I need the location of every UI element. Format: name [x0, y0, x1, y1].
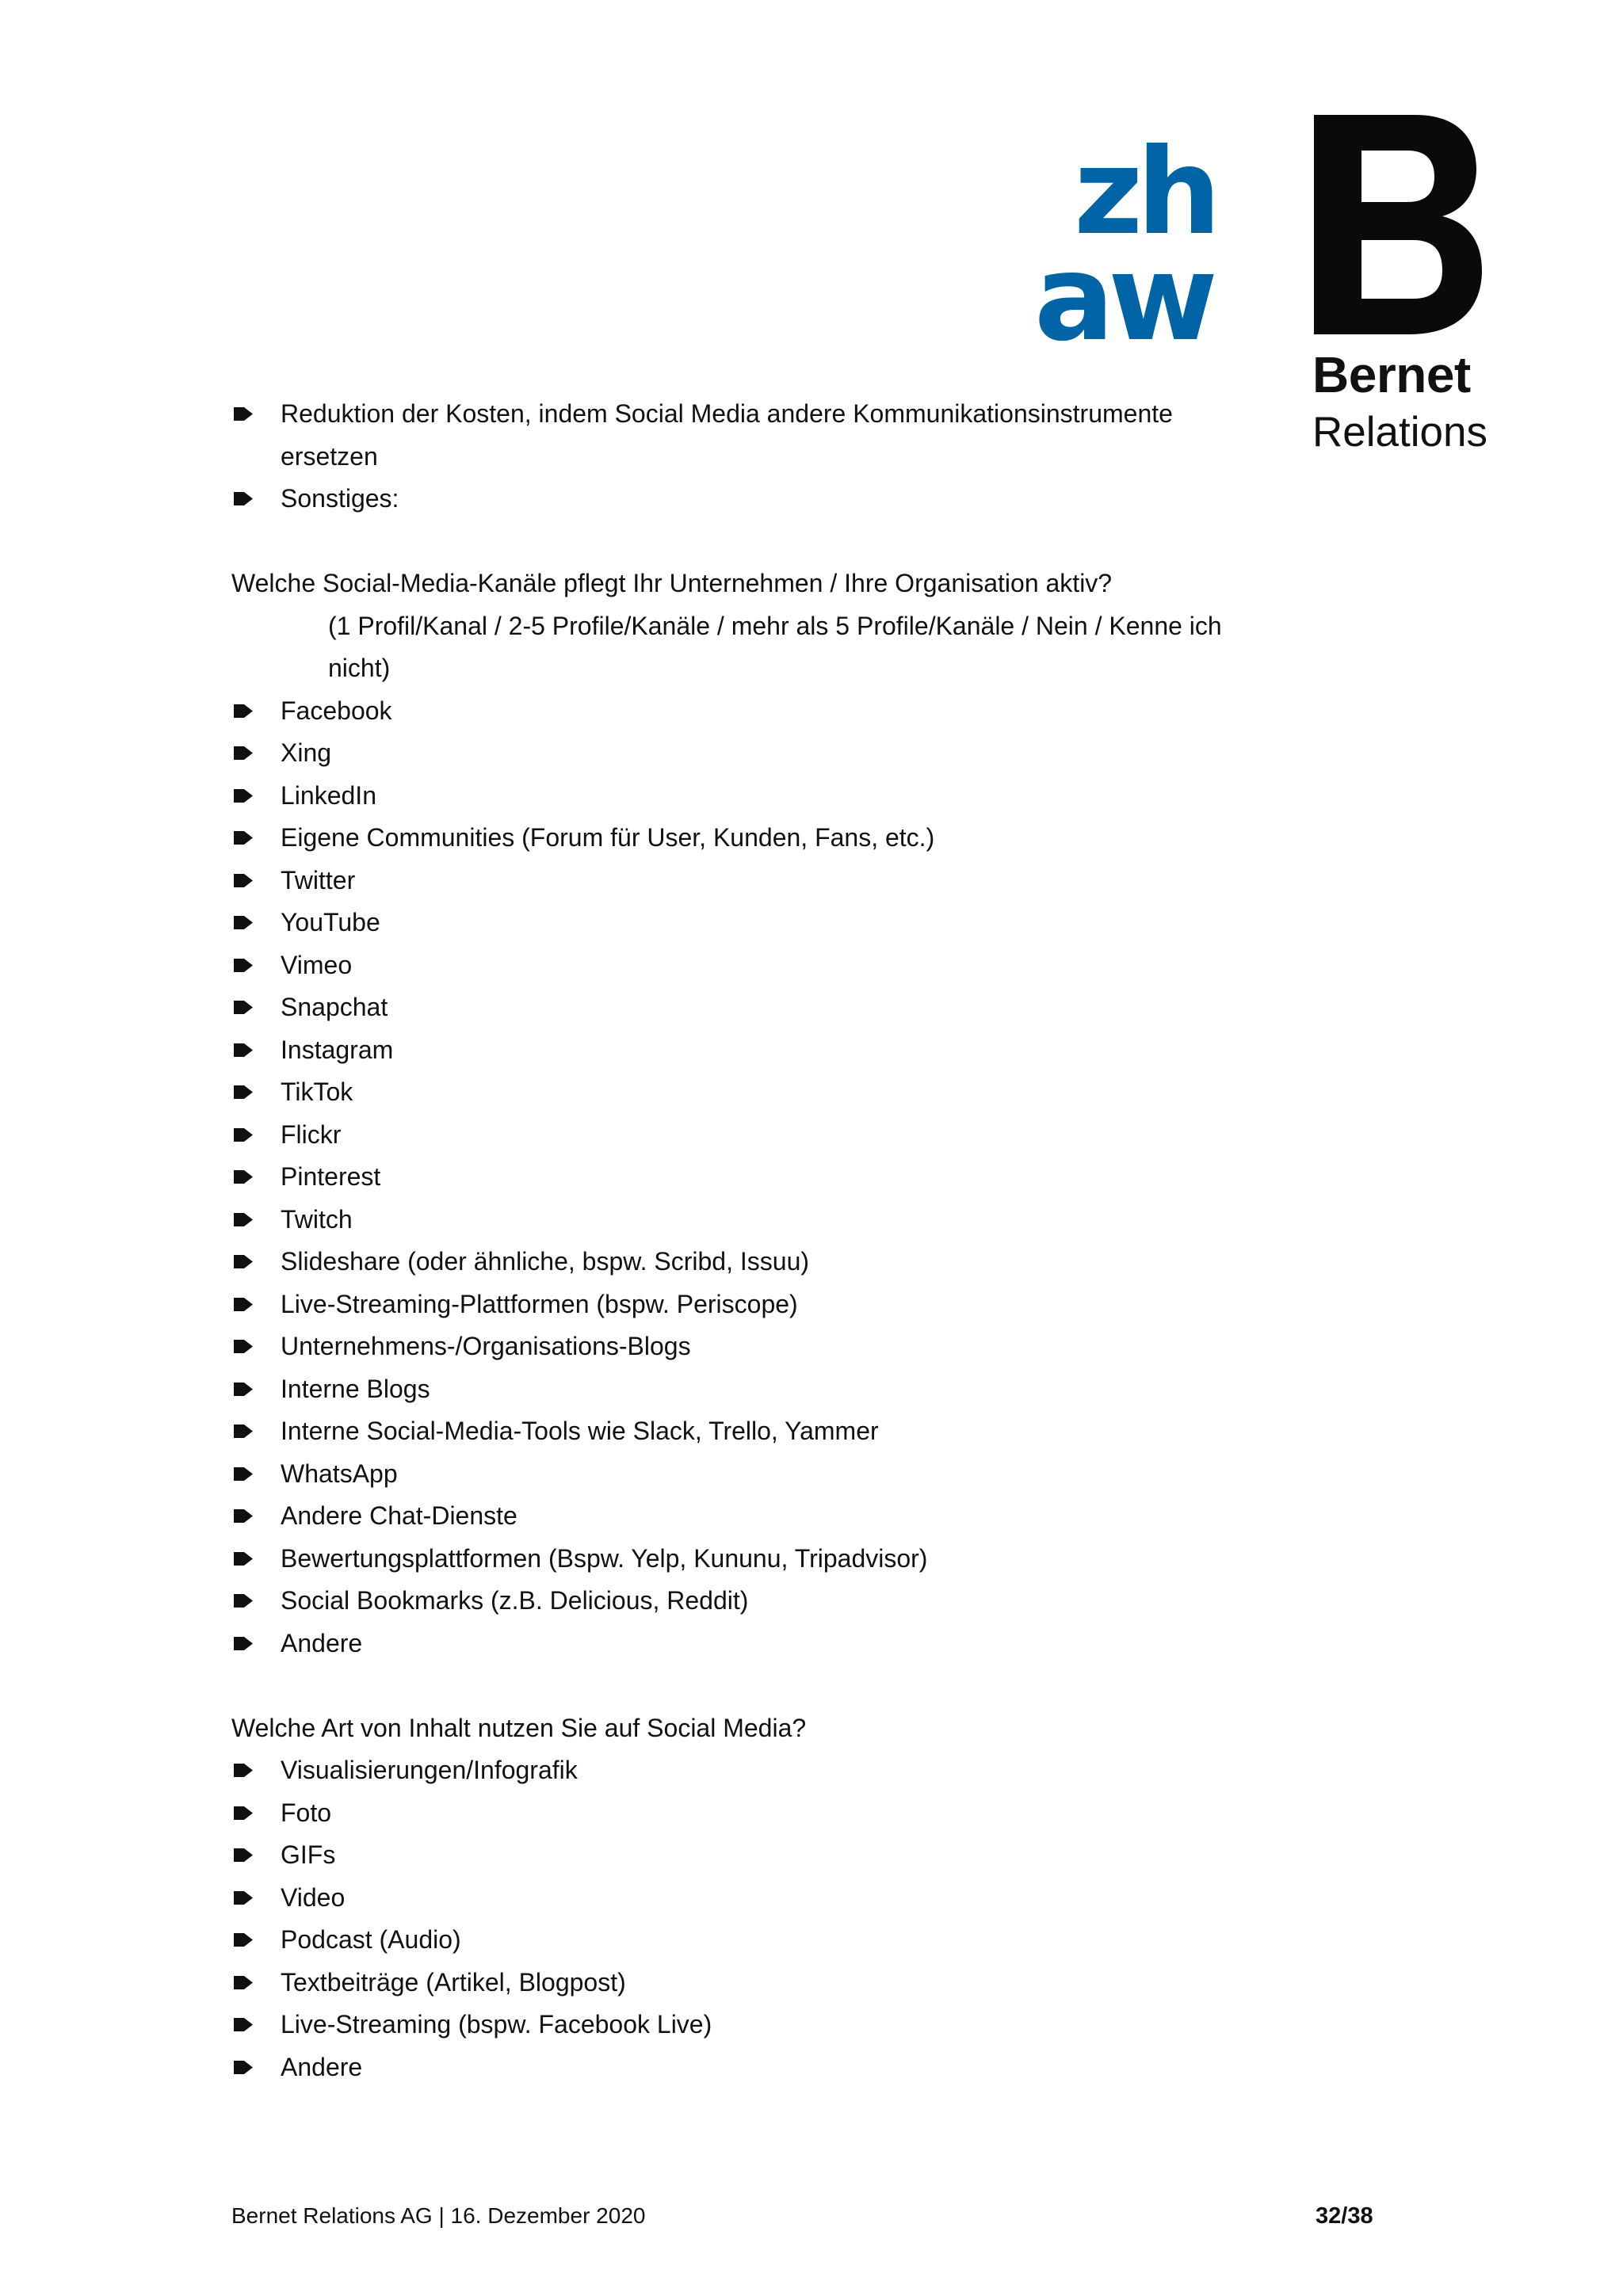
arrow-bullet-icon: [234, 1467, 253, 1481]
content-type-list: [231, 1749, 1246, 2088]
arrow-bullet-icon: [234, 916, 253, 929]
arrow-bullet-icon: [234, 1170, 253, 1184]
list-item-text: Snapchat: [281, 993, 388, 1021]
list-item-text: WhatsApp: [281, 1459, 398, 1488]
list-item-text: Interne Blogs: [281, 1374, 430, 1403]
list-item: [231, 478, 1246, 521]
arrow-bullet-icon: [234, 1848, 253, 1862]
list-item-text: GIFs: [281, 1840, 336, 1869]
arrow-bullet-icon: [234, 1509, 253, 1523]
list-item-text: Vimeo: [281, 950, 353, 979]
arrow-bullet-icon: [234, 492, 253, 505]
arrow-bullet-icon: [234, 831, 253, 845]
list-item: [231, 1283, 1246, 1326]
list-item-text: Twitch: [281, 1204, 353, 1234]
list-item-text: Video: [281, 1882, 346, 1912]
list-item-text: Facebook: [281, 696, 392, 725]
question-channels: Welche Social-Media-Kanäle pflegt Ihr Unternehmen / Ihre Organisation aktiv?: [231, 569, 1113, 597]
list-item-text: Bewertungsplattformen (Bspw. Yelp, Kununu, Tripadvisor): [281, 1543, 928, 1573]
list-item: [231, 1877, 1246, 1920]
list-item-text: Sonstiges:: [281, 484, 399, 513]
list-item-text: Unternehmens-/Organisations-Blogs: [281, 1332, 691, 1360]
arrow-bullet-icon: [234, 1552, 253, 1566]
arrow-bullet-icon: [234, 789, 253, 803]
list-item: [231, 1792, 1246, 1835]
list-item-text: TikTok: [281, 1077, 353, 1106]
list-item-text: Podcast (Audio): [281, 1925, 461, 1954]
list-item-text: Eigene Communities (Forum für User, Kunden, Fans, etc.): [281, 823, 935, 852]
arrow-bullet-icon: [234, 407, 253, 421]
arrow-bullet-icon: [234, 1933, 253, 1947]
list-item: [231, 1199, 1246, 1241]
arrow-bullet-icon: [234, 1594, 253, 1608]
arrow-bullet-icon: [234, 1891, 253, 1905]
list-item: [231, 775, 1246, 818]
arrow-bullet-icon: [234, 1128, 253, 1142]
list-item: [231, 1538, 1246, 1581]
list-item: [231, 860, 1246, 902]
list-item: [231, 1368, 1246, 1411]
question-content: Welche Art von Inhalt nutzen Sie auf Social Media?: [231, 1713, 807, 1742]
list-item: [231, 732, 1246, 775]
list-item: [231, 2046, 1246, 2089]
brand-subtitle: Relations: [1312, 409, 1487, 456]
list-item: [231, 1029, 1246, 1072]
arrow-bullet-icon: [234, 874, 253, 887]
list-item-text: Reduktion der Kosten, indem Social Media andere Kommunikationsinstrumente ersetzen: [281, 399, 1173, 471]
list-item: [231, 1749, 1246, 1792]
bernet-b-logo: [1314, 115, 1482, 334]
list-item-text: Interne Social-Media-Tools wie Slack, Trello, Yammer: [281, 1417, 879, 1445]
spacer: [231, 1665, 1246, 1707]
arrow-bullet-icon: [234, 1383, 253, 1396]
zhaw-logo: [1034, 136, 1232, 344]
list-item: [231, 393, 1246, 478]
list-item: [231, 1962, 1246, 2004]
arrow-bullet-icon: [234, 1637, 253, 1650]
list-item-text: Andere: [281, 2052, 363, 2081]
arrow-bullet-icon: [234, 2018, 253, 2031]
list-item: [231, 817, 1246, 860]
zhaw-logo-line-2: aw: [1034, 230, 1212, 344]
arrow-bullet-icon: [234, 1085, 253, 1099]
spacer: [231, 521, 1246, 563]
arrow-bullet-icon: [234, 746, 253, 760]
arrow-bullet-icon: [234, 1764, 253, 1777]
arrow-bullet-icon: [234, 1806, 253, 1820]
list-item-text: Twitter: [281, 865, 356, 894]
list-item-text: Andere: [281, 1628, 363, 1657]
list-item: [231, 1453, 1246, 1496]
list-item-text: Pinterest: [281, 1162, 381, 1191]
list-item: [231, 1241, 1246, 1283]
list-item-text: Live-Streaming (bspw. Facebook Live): [281, 2010, 712, 2039]
question-channels-note: (1 Profil/Kanal / 2-5 Profile/Kanäle / mehr als 5 Profile/Kanäle / Nein / Kenne ich nicht): [328, 611, 1222, 682]
list-item: [231, 690, 1246, 733]
list-item-text: LinkedIn: [281, 780, 376, 810]
list-item-text: Social Bookmarks (z.B. Delicious, Reddit): [281, 1586, 749, 1615]
page-number: 32/38: [1316, 2203, 1373, 2229]
arrow-bullet-icon: [234, 704, 253, 718]
list-item: [231, 986, 1246, 1029]
list-item: [231, 1919, 1246, 1962]
arrow-bullet-icon: [234, 1001, 253, 1014]
document-body: [231, 393, 1246, 2088]
arrow-bullet-icon: [234, 1043, 253, 1057]
list-item: [231, 944, 1246, 987]
arrow-bullet-icon: [234, 1255, 253, 1268]
list-item-text: Xing: [281, 738, 332, 767]
brand-name: Bernet: [1312, 346, 1471, 403]
list-item-text: Flickr: [281, 1119, 342, 1149]
list-item-text: Live-Streaming-Plattformen (bspw. Periscope): [281, 1289, 798, 1318]
list-item: [231, 1623, 1246, 1665]
arrow-bullet-icon: [234, 1213, 253, 1226]
list-item: [231, 1071, 1246, 1114]
zhaw-logo-line-1: zh: [1074, 136, 1216, 261]
channels-list: [231, 690, 1246, 1665]
footer-company-date: Bernet Relations AG | 16. Dezember 2020: [231, 2203, 646, 2228]
arrow-bullet-icon: [234, 1340, 253, 1353]
list-item-text: Visualisierungen/Infografik: [281, 1756, 578, 1784]
list-item-text: Slideshare (oder ähnliche, bspw. Scribd, Issuu): [281, 1247, 810, 1276]
top-bullet-list: [231, 393, 1246, 521]
arrow-bullet-icon: [234, 1976, 253, 1989]
list-item: [231, 1325, 1246, 1368]
list-item-text: Textbeiträge (Artikel, Blogpost): [281, 1967, 626, 1997]
arrow-bullet-icon: [234, 959, 253, 972]
list-item: [231, 1156, 1246, 1199]
list-item-text: Foto: [281, 1798, 332, 1827]
list-item: [231, 1410, 1246, 1453]
list-item-text: Instagram: [281, 1035, 394, 1064]
list-item: [231, 1580, 1246, 1623]
list-item-text: Andere Chat-Dienste: [281, 1501, 517, 1530]
arrow-bullet-icon: [234, 1425, 253, 1438]
list-item: [231, 902, 1246, 944]
arrow-bullet-icon: [234, 2061, 253, 2074]
list-item-text: YouTube: [281, 908, 380, 936]
arrow-bullet-icon: [234, 1298, 253, 1311]
list-item: [231, 1495, 1246, 1538]
list-item: [231, 2004, 1246, 2046]
list-item: [231, 1114, 1246, 1157]
list-item: [231, 1834, 1246, 1877]
